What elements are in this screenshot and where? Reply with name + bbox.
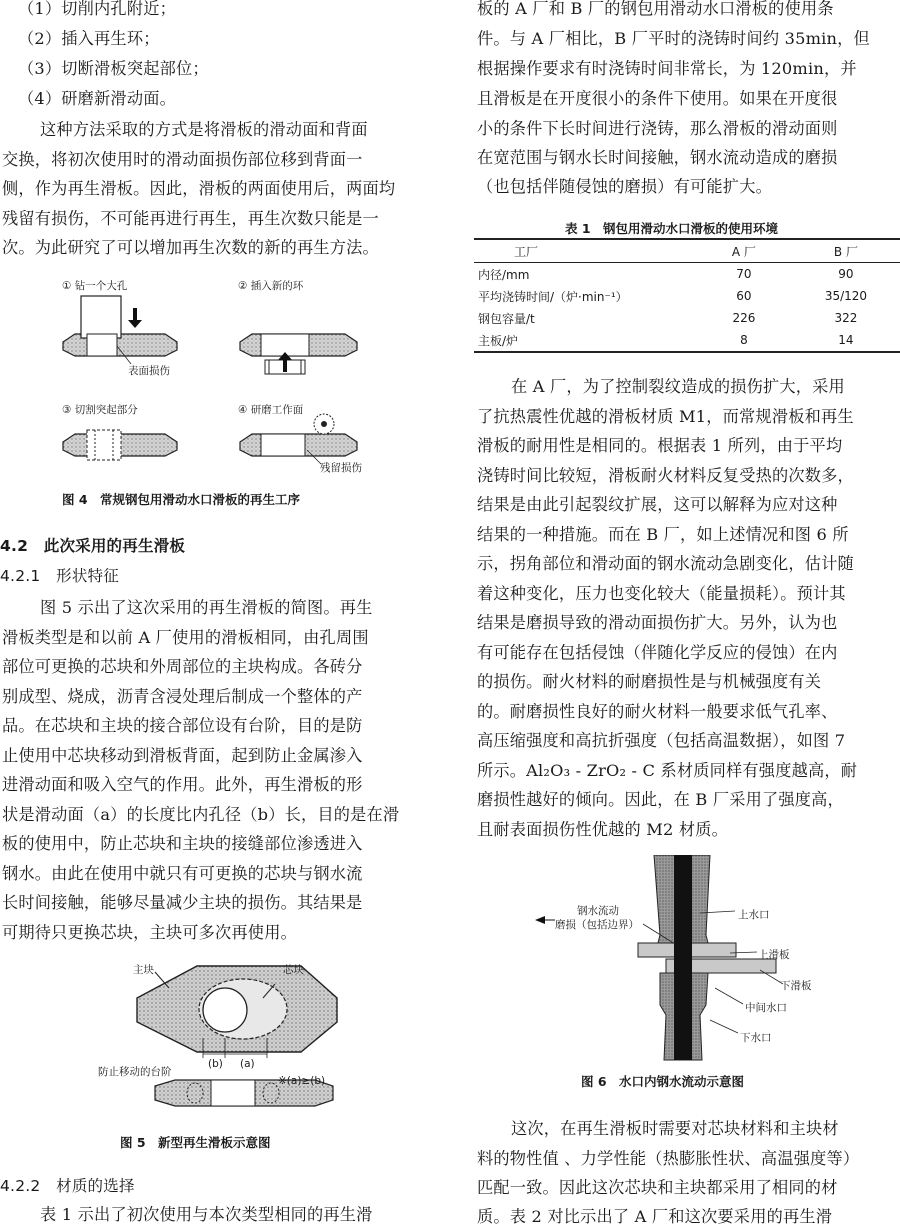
fig4-step3-drawing: [63, 430, 177, 460]
paragraph-line: 料的物性值 、力学性能（热膨胀性状、高温强度等）: [477, 1149, 860, 1168]
paragraph-line: 侧，作为再生滑板。因此，滑板的两面使用后，两面均: [2, 179, 396, 198]
table1-caption: 表 1 钢包用滑动水口滑板的使用环境: [565, 221, 779, 236]
paragraph-line: 匹配一致。因此这次芯块和主块都采用了相同的材: [477, 1178, 838, 1197]
paragraph-line: 且滑板是在开度很小的条件下使用。如果在开度很: [477, 89, 838, 108]
paragraph-line: （也包括伴随侵蚀的磨损）有可能扩大。: [477, 177, 772, 196]
paragraph-line: 有可能存在包括侵蚀（伴随化学反应的侵蚀）在内: [477, 643, 838, 662]
paragraph-line: 可期待只更换芯块，主块可多次再使用。: [2, 923, 297, 942]
paragraph-line: 且耐表面损伤性优越的 M2 材质。: [477, 820, 729, 839]
paragraph-line: 进滑动面和吸入空气的作用。此外，再生滑板的形: [2, 775, 363, 794]
paragraph-line: 滑板类型是和以前 A 厂使用的滑板相同，由孔周围: [2, 628, 369, 647]
paragraph-line: 在宽范围与钢水长时间接触，钢水流动造成的磨损: [477, 148, 838, 167]
table-row: [474, 307, 900, 329]
paragraph-line: 这种方法采取的方式是将滑板的滑动面和背面: [40, 120, 368, 139]
paragraph-line: 滑板的耐用性是相同的。根据表 1 所列，由于平均: [477, 436, 843, 455]
fig4-damage-label: 表面损伤: [128, 365, 170, 377]
paragraph-line: 件。与 A 厂相比，B 厂平时的浇铸时间约 35min，但: [477, 29, 870, 48]
fig6-caption: 图 6 水口内钢水流动示意图: [581, 1074, 745, 1089]
table-header-cell: B 厂: [792, 240, 900, 263]
fig5-core-block-label: 芯块: [283, 964, 304, 976]
table-header-cell: 工厂: [474, 240, 696, 263]
fig5-diagram: [115, 958, 345, 1118]
table-cell: 主板/炉: [478, 333, 519, 348]
fig6-upper-plate-label: 上滑板: [758, 949, 790, 961]
table-cell: 钢包容量/t: [478, 311, 535, 326]
table1: [474, 238, 900, 353]
table1-grid: [474, 240, 900, 351]
paragraph-line: 磨损性越好的倾向。因此，在 B 厂采用了强度高，: [477, 790, 844, 809]
table-row: [474, 263, 900, 286]
table-cell: 8: [740, 333, 748, 347]
fig5-caption: 图 5 新型再生滑板示意图: [120, 1135, 271, 1150]
paragraph-line: 的损伤。耐火材料的耐磨损性是与机械强度有关: [477, 672, 822, 691]
paragraph-line: 品。在芯块和主块的接合部位设有台阶，目的是防: [2, 716, 363, 735]
paragraph-line: 着这种变化，压力也变化较大（能量损耗）。预计其: [477, 584, 846, 603]
paragraph-line: 别成型、烧成，沥青含浸处理后制成一个整体的产: [2, 687, 363, 706]
paragraph-line: 状是滑动面（a）的长度比内孔径（b）长，目的是在滑: [2, 805, 400, 824]
table-cell: 60: [736, 289, 752, 303]
table-row: [474, 329, 900, 351]
table-cell: 35/120: [824, 289, 868, 303]
paragraph-line: 示，拐角部位和滑动面的钢水流动急剧变化，估计随: [477, 554, 854, 573]
fig5-main-block-label: 主块: [133, 964, 154, 976]
paragraph-line: 结果的一种措施。而在 B 厂，如上述情况和图 6 所: [477, 525, 849, 544]
paragraph-line: 长时间接触，能够尽量减少主块的损伤。其结果是: [2, 893, 363, 912]
paragraph-line: 残留有损伤，不可能再进行再生，再生次数只能是一: [2, 209, 379, 228]
paragraph-line: 质。表 2 对比示出了 A 厂和这次要采用的再生滑: [477, 1207, 833, 1226]
fig5-a-label: (a): [240, 1058, 255, 1070]
table-cell: 226: [732, 311, 756, 325]
table-cell: 70: [736, 267, 752, 281]
paragraph-line: 板的使用中，防止芯块和主块的接缝部位渗透进入: [2, 834, 363, 853]
paragraph-line: 高压缩强度和高抗折强度（包括高温数据），如图 7: [477, 731, 846, 750]
fig4-step4-label: ④ 研磨工作面: [238, 404, 304, 416]
fig4-step3-label: ③ 切割突起部分: [62, 404, 138, 416]
fig6-lower-nozzle-label: 下水口: [740, 1032, 772, 1044]
paragraph-line: 这次，在再生滑板时需要对芯块材料和主块材: [511, 1119, 839, 1138]
paragraph-line: 所示。Al₂O₃ - ZrO₂ - C 系材质同样有强度越高，耐: [477, 761, 858, 780]
table-cell: 90: [838, 267, 854, 281]
table-row: [474, 285, 900, 307]
fig4-step2-label: ② 插入新的环: [238, 280, 304, 292]
fig6-leader-lines: [535, 900, 835, 1050]
paragraph-line: 板的 A 厂和 B 厂的钢包用滑动水口滑板的使用条: [477, 0, 834, 18]
fig4-step1-drawing: [63, 296, 177, 364]
paragraph-line: 小的条件下长时间进行浇铸，那么滑板的滑动面则: [477, 119, 838, 138]
table-cell: 平均浇铸时间/（炉·min⁻¹）: [478, 289, 628, 304]
fig4-step1-label: ① 钻一个大孔: [62, 280, 128, 292]
fig5-b-label: (b): [208, 1058, 223, 1070]
paragraph-line: 浇铸时间比较短，滑板耐火材料反复受热的次数多，: [477, 466, 854, 485]
fig4-residual-label: 残留损伤: [320, 462, 362, 474]
paragraph-line: 结果是磨损导致的滑动面损伤扩大。另外，认为也: [477, 613, 838, 632]
paragraph-line: 表 1 示出了初次使用与本次类型相同的再生滑: [40, 1205, 373, 1224]
subsection-heading: 4.2.2 材质的选择: [0, 1177, 135, 1195]
table-cell: 14: [838, 333, 854, 347]
paragraph-line: 的。耐磨损性良好的耐火材料一般要求低气孔率、: [477, 702, 838, 721]
paragraph-line: 在 A 厂，为了控制裂纹造成的损伤扩大，采用: [511, 377, 845, 396]
list-item: （2）插入再生环；: [18, 29, 160, 48]
paragraph-line: 图 5 示出了这次采用的再生滑板的简图。再生: [40, 598, 373, 617]
table-header-row: [474, 240, 900, 263]
fig6-flow-label: 钢水流动: [577, 905, 619, 917]
fig4-step4-drawing: [240, 414, 357, 464]
table-header-cell: A 厂: [696, 240, 792, 263]
paragraph-line: 次。为此研究了可以增加再生次数的新的再生方法。: [2, 238, 379, 257]
subsection-heading: 4.2.1 形状特征: [0, 567, 119, 585]
paragraph-line: 部位可更换的芯块和外周部位的主块构成。各砖分: [2, 657, 363, 676]
list-item: （4）研磨新滑动面。: [18, 89, 176, 108]
table-cell: 内径/mm: [478, 267, 530, 282]
list-item: （3）切断滑板突起部位；: [18, 59, 209, 78]
paragraph-line: 了抗热震性优越的滑板材质 M1，而常规滑板和再生: [477, 407, 854, 426]
section-heading: 4.2 此次采用的再生滑板: [0, 537, 186, 555]
fig6-lower-plate-label: 下滑板: [780, 980, 812, 992]
paragraph-line: 止使用中芯块移动到滑板背面，起到防止金属渗入: [2, 746, 363, 765]
fig6-upper-nozzle-label: 上水口: [738, 909, 770, 921]
fig5-step-label: 防止移动的台阶: [98, 1066, 172, 1078]
paragraph-line: 结果是由此引起裂纹扩展，这可以解释为应对这种: [477, 495, 838, 514]
list-item: （1）切削内孔附近；: [18, 0, 176, 18]
fig4-caption: 图 4 常规钢包用滑动水口滑板的再生工序: [62, 492, 301, 507]
fig5-note: ※(a)≥(b): [278, 1075, 326, 1087]
table-cell: 322: [834, 311, 858, 325]
fig6-wear-label: 磨损（包括边界）: [555, 919, 639, 931]
paragraph-line: 交换，将初次使用时的滑动面损伤部位移到背面一: [2, 150, 363, 169]
fig4-step2-drawing: [240, 334, 357, 374]
paragraph-line: 根据操作要求有时浇铸时间非常长，为 120min，并: [477, 59, 857, 78]
fig6-middle-nozzle-label: 中间水口: [745, 1002, 787, 1014]
paragraph-line: 钢水。由此在使用中就只有可更换的芯块与钢水流: [2, 864, 363, 883]
